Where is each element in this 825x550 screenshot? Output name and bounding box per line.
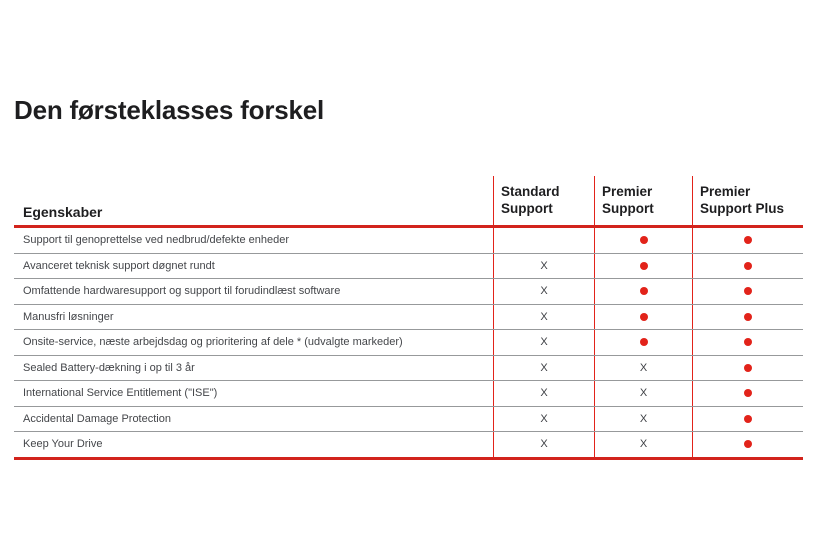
page-title: Den førsteklasses forskel	[14, 95, 325, 125]
column-header-line: Support	[501, 201, 553, 216]
table-row	[14, 305, 803, 331]
included-dot-icon	[744, 338, 752, 346]
table-row	[14, 432, 803, 460]
premier-support-cell: X	[594, 432, 692, 457]
included-dot-icon	[744, 364, 752, 372]
standard-support-cell: X	[493, 254, 594, 279]
standard-support-cell: X	[493, 407, 594, 432]
feature-name: Accidental Damage Protection	[23, 412, 171, 425]
premier-support-plus-cell	[692, 330, 803, 355]
premier-support-plus-cell	[692, 228, 803, 253]
premier-support-plus-cell	[692, 381, 803, 406]
feature-name: Support til genoprettelse ved nedbrud/defekte enheder	[23, 234, 290, 247]
premier-support-column-header	[594, 176, 692, 225]
table-row	[14, 407, 803, 433]
feature-name: Sealed Battery-dækning i op til 3 år	[23, 361, 195, 374]
table-row	[14, 254, 803, 280]
table-row	[14, 356, 803, 382]
column-header-line: Support	[602, 201, 654, 216]
features-column-header: Egenskaber	[23, 204, 103, 220]
standard-support-cell: X	[493, 279, 594, 304]
premier-support-plus-cell	[692, 432, 803, 457]
feature-name: International Service Entitlement ("ISE")	[23, 387, 218, 400]
standard-support-column-header	[493, 176, 594, 225]
standard-support-cell: X	[493, 356, 594, 381]
premier-support-cell	[594, 254, 692, 279]
premier-support-cell: X	[594, 407, 692, 432]
premier-support-plus-cell	[692, 356, 803, 381]
included-dot-icon	[640, 338, 648, 346]
column-header-line: Premier	[700, 184, 751, 199]
standard-support-cell: X	[493, 330, 594, 355]
table-row	[14, 381, 803, 407]
included-dot-icon	[744, 389, 752, 397]
premier-support-plus-cell	[692, 305, 803, 330]
column-header-line: Support Plus	[700, 201, 784, 216]
premier-support-cell: X	[594, 381, 692, 406]
premier-support-plus-cell	[692, 279, 803, 304]
included-dot-icon	[744, 236, 752, 244]
included-dot-icon	[744, 287, 752, 295]
included-dot-icon	[640, 236, 648, 244]
included-dot-icon	[640, 287, 648, 295]
standard-support-cell: X	[493, 305, 594, 330]
feature-name: Keep Your Drive	[23, 438, 103, 451]
standard-support-cell: X	[493, 381, 594, 406]
included-dot-icon	[744, 313, 752, 321]
premier-support-plus-column-header	[692, 176, 803, 225]
feature-name: Avanceret teknisk support døgnet rundt	[23, 259, 215, 272]
premier-support-cell	[594, 279, 692, 304]
table-header-row	[14, 176, 803, 228]
standard-support-cell: X	[493, 432, 594, 457]
support-comparison-table	[14, 176, 803, 460]
included-dot-icon	[744, 262, 752, 270]
feature-name: Omfattende hardwaresupport og support til forudindlæst software	[23, 285, 341, 298]
included-dot-icon	[640, 262, 648, 270]
premier-support-plus-cell	[692, 254, 803, 279]
included-dot-icon	[744, 415, 752, 423]
premier-support-plus-cell	[692, 407, 803, 432]
table-row	[14, 330, 803, 356]
included-dot-icon	[640, 313, 648, 321]
premier-support-cell	[594, 305, 692, 330]
premier-support-cell	[594, 330, 692, 355]
feature-name: Manusfri løsninger	[23, 310, 114, 323]
column-header-line: Standard	[501, 184, 560, 199]
premier-support-cell: X	[594, 356, 692, 381]
premier-support-cell	[594, 228, 692, 253]
table-body	[14, 228, 803, 460]
standard-support-cell	[493, 228, 594, 253]
table-row	[14, 279, 803, 305]
column-header-line: Premier	[602, 184, 653, 199]
table-row	[14, 228, 803, 254]
included-dot-icon	[744, 440, 752, 448]
feature-name: Onsite-service, næste arbejdsdag og prioritering af dele * (udvalgte markeder)	[23, 336, 403, 349]
